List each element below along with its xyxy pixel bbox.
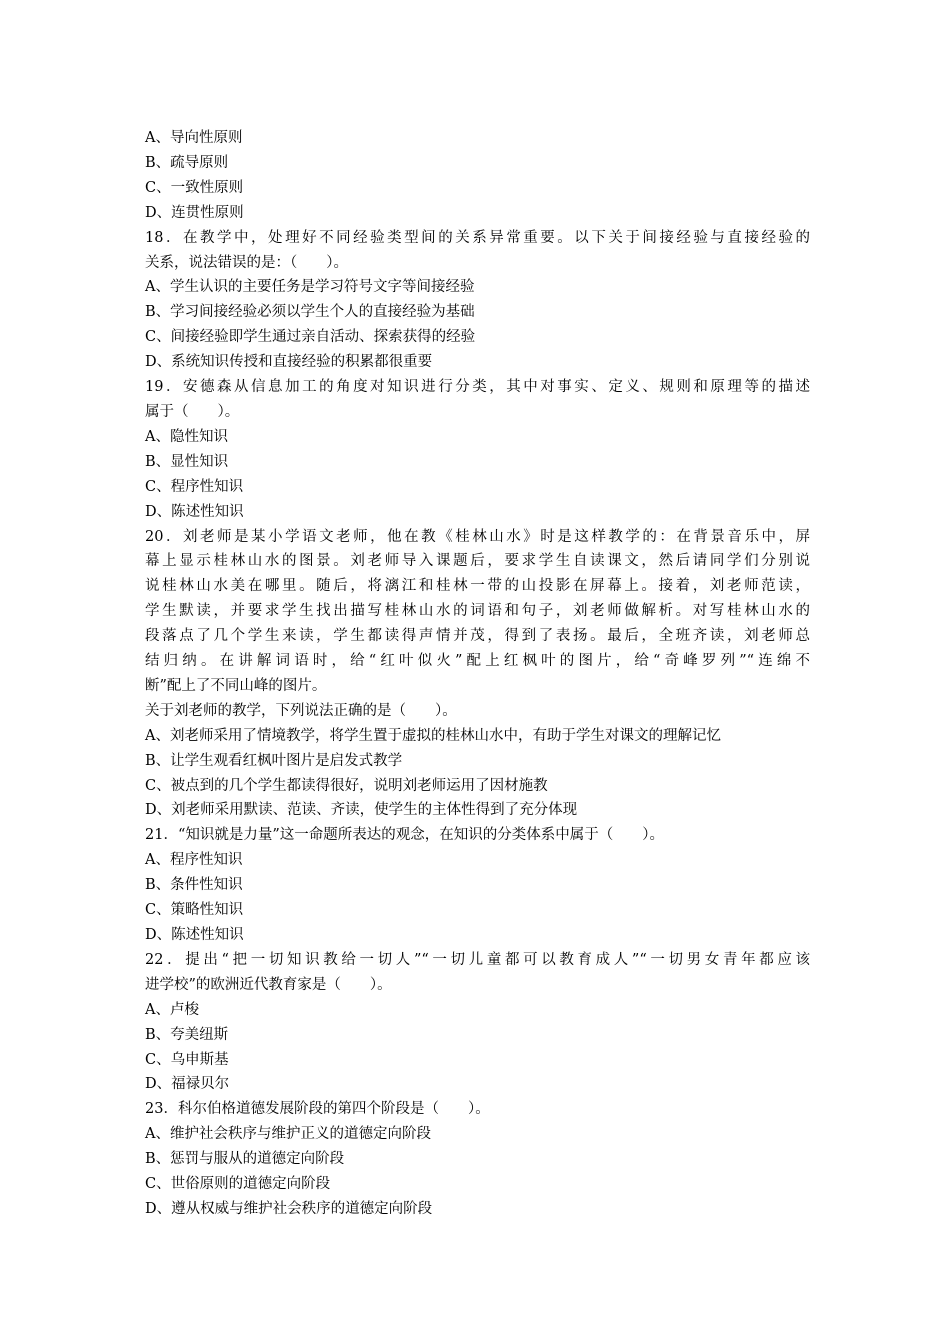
- question-stem-line: 22．提出“把一切知识教给一切人”“一切儿童都可以教育成人”“一切男女青年都应该: [145, 951, 810, 968]
- question-stem-line: 关系，说法错误的是：（ ）。: [145, 254, 348, 271]
- question-20: [145, 525, 810, 824]
- option-c: C、世俗原则的道德定向阶段: [145, 1176, 331, 1193]
- question-stem-line: 断”配上了不同山峰的图片。: [145, 677, 327, 694]
- option-a: A、导向性原则: [145, 130, 243, 146]
- option-b: B、惩罚与服从的道德定向阶段: [145, 1151, 345, 1168]
- option-c: C、策略性知识: [145, 902, 244, 919]
- question-17-options: [145, 126, 810, 226]
- option-d: D、遵从权威与维护社会秩序的道德定向阶段: [145, 1200, 433, 1217]
- option-d: D、刘老师采用默读、范读、齐读，使学生的主体性得到了充分体现: [145, 802, 578, 819]
- question-stem-line: 属于（ ）。: [145, 403, 240, 420]
- option-d: D、陈述性知识: [145, 503, 244, 520]
- option-c: C、程序性知识: [145, 478, 244, 495]
- option-a: A、卢梭: [145, 1001, 199, 1018]
- question-22: [145, 948, 810, 1097]
- option-c: C、被点到的几个学生都读得很好，说明刘老师运用了因材施教: [145, 777, 548, 794]
- question-stem-line: 结归纳。在讲解词语时，给“红叶似火”配上红枫叶的图片，给“奇峰罗列”“连绵不: [145, 653, 810, 670]
- option-d: D、陈述性知识: [145, 927, 244, 943]
- option-a: A、隐性知识: [145, 428, 228, 445]
- question-21: [145, 823, 810, 948]
- option-b: B、显性知识: [145, 453, 229, 470]
- question-23: [145, 1097, 810, 1222]
- option-c: C、乌申斯基: [145, 1051, 229, 1068]
- option-b: B、夸美纽斯: [145, 1026, 229, 1043]
- option-c: C、间接经验即学生通过亲自活动、探索获得的经验: [145, 329, 476, 346]
- option-d: D、连贯性原则: [145, 204, 244, 221]
- question-stem-line: 幕上显示桂林山水的图景。刘老师导入课题后，要求学生自读课文，然后请同学们分别说: [145, 553, 810, 570]
- option-a: A、程序性知识: [145, 852, 243, 869]
- option-b: B、条件性知识: [145, 877, 243, 894]
- option-d: D、系统知识传授和直接经验的积累都很重要: [145, 354, 433, 371]
- question-stem-line: 进学校”的欧洲近代教育家是（ ）。: [145, 976, 392, 993]
- question-stem-line: 19．安德森从信息加工的角度对知识进行分类，其中对事实、定义、规则和原理等的描述: [145, 379, 810, 396]
- option-b: B、让学生观看红枫叶图片是启发式教学: [145, 752, 403, 769]
- option-b: B、学习间接经验必须以学生个人的直接经验为基础: [145, 304, 475, 321]
- question-stem-line: 说桂林山水美在哪里。随后，将漓江和桂林一带的山投影在屏幕上。接着，刘老师范读，: [145, 578, 810, 595]
- question-stem-line: 20．刘老师是某小学语文老师，他在教《桂林山水》时是这样教学的：在背景音乐中，屏: [145, 528, 810, 545]
- question-stem-line: 23．科尔伯格道德发展阶段的第四个阶段是（ ）。: [145, 1101, 490, 1118]
- document-page: [145, 126, 810, 1222]
- option-d: D、福禄贝尔: [145, 1076, 230, 1093]
- option-a: A、维护社会秩序与维护正义的道德定向阶段: [145, 1126, 431, 1143]
- option-a: A、学生认识的主要任务是学习符号文字等间接经验: [145, 279, 475, 296]
- question-stem-line: 21．“知识就是力量”这一命题所表达的观念，在知识的分类体系中属于（ ）。: [145, 827, 665, 844]
- question-stem-line: 段落点了几个学生来读，学生都读得声情并茂，得到了表扬。最后，全班齐读，刘老师总: [145, 628, 810, 645]
- question-19: [145, 375, 810, 524]
- question-stem-line: 学生默读，并要求学生找出描写桂林山水的词语和句子，刘老师做解析。对写桂林山水的: [145, 603, 810, 620]
- option-a: A、刘老师采用了情境教学，将学生置于虚拟的桂林山水中，有助于学生对课文的理解记忆: [145, 727, 721, 744]
- question-stem-line: 18．在教学中，处理好不同经验类型间的关系异常重要。以下关于间接经验与直接经验的: [145, 229, 810, 246]
- option-c: C、一致性原则: [145, 179, 244, 196]
- option-b: B、疏导原则: [145, 154, 229, 171]
- question-stem-line: 关于刘老师的教学，下列说法正确的是（ ）。: [145, 702, 457, 719]
- question-18: [145, 226, 810, 375]
